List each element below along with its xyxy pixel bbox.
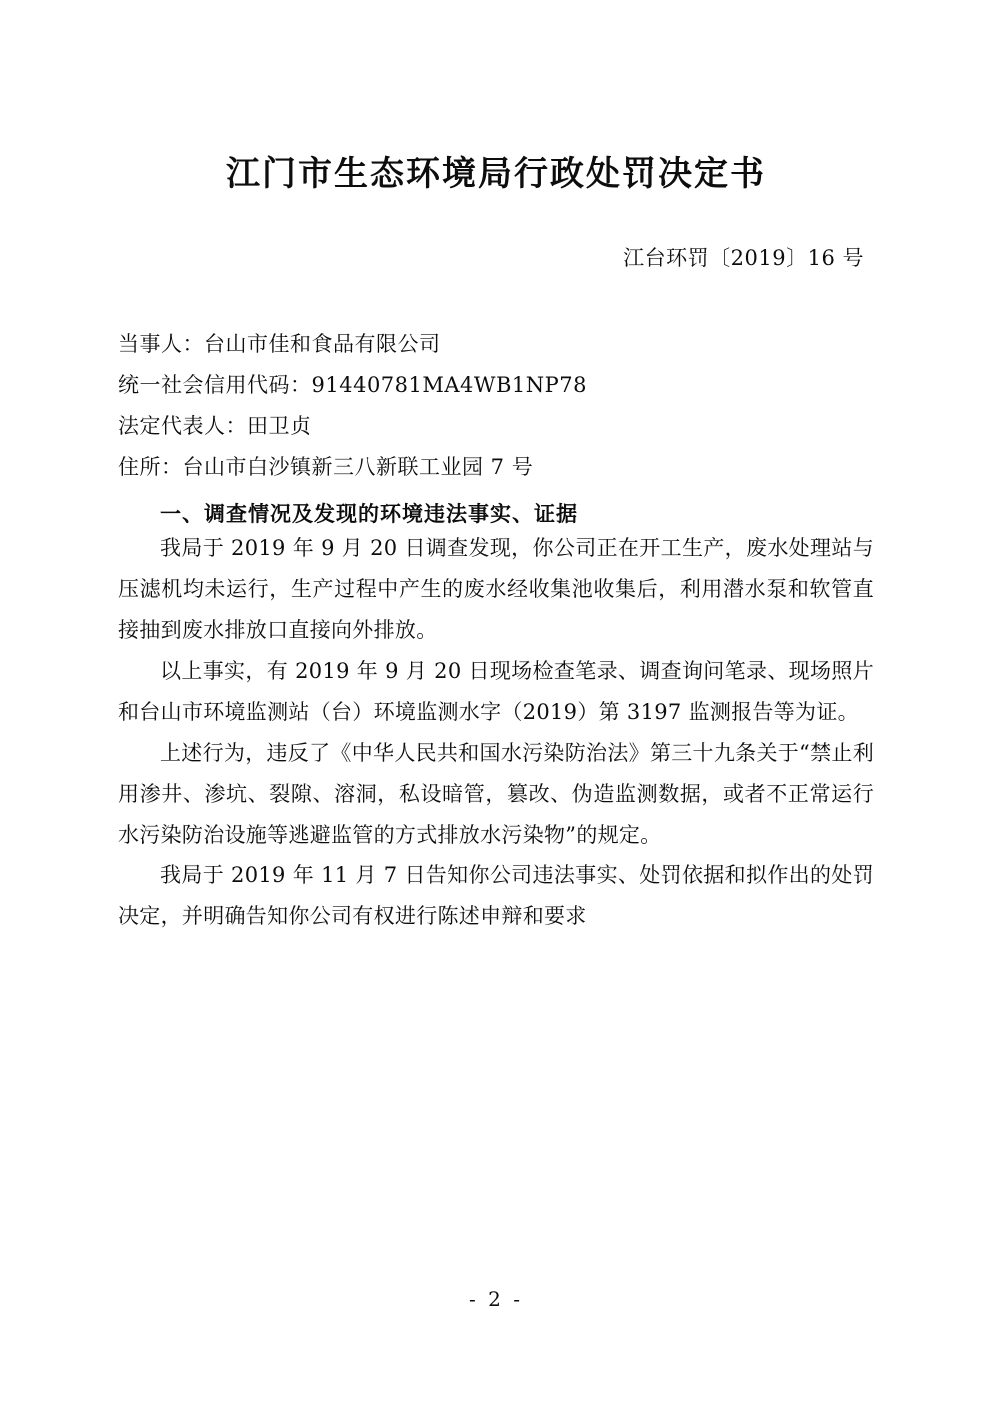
body-paragraph-2: 以上事实，有 2019 年 9 月 20 日现场检查笔录、调查询问笔录、现场照片和台山市环境监测站（台）环境监测水字（2019）第 3197 监测报告等为证。 [118, 658, 874, 724]
legal-representative-line: 法定代表人：田卫贞 [118, 414, 312, 439]
body-paragraph-1: 我局于 2019 年 9 月 20 日调查发现，你公司正在开工生产，废水处理站与压滤机均未运行，生产过程中产生的废水经收集池收集后，利用潜水泵和软管直接抽到废水排放口直接向外排放。 [118, 535, 874, 642]
party-name-line: 当事人：台山市佳和食品有限公司 [118, 332, 441, 357]
section-heading: 一、调查情况及发现的环境违法事实、证据 [160, 500, 578, 526]
credit-code-line: 统一社会信用代码：91440781MA4WB1NP78 [118, 373, 588, 398]
page-title: 江门市生态环境局行政处罚决定书 [226, 154, 766, 194]
body-paragraph-3: 上述行为，违反了《中华人民共和国水污染防治法》第三十九条关于“禁止利用渗井、渗坑、裂隙、溶洞，私设暗管，篡改、伪造监测数据，或者不正常运行水污染防治设施等逃避监管的方式排放水污染物”的规定。 [118, 740, 874, 847]
page-number: - 2 - [469, 1287, 523, 1311]
address-line: 住所：台山市白沙镇新三八新联工业园 7 号 [118, 455, 534, 479]
body-paragraph-4: 我局于 2019 年 11 月 7 日告知你公司违法事实、处罚依据和拟作出的处罚决定，并明确告知你公司有权进行陈述申辩和要求 [118, 863, 874, 929]
party-information [118, 272, 874, 488]
document-number: 江台环罚〔2019〕16 号 [623, 246, 864, 271]
